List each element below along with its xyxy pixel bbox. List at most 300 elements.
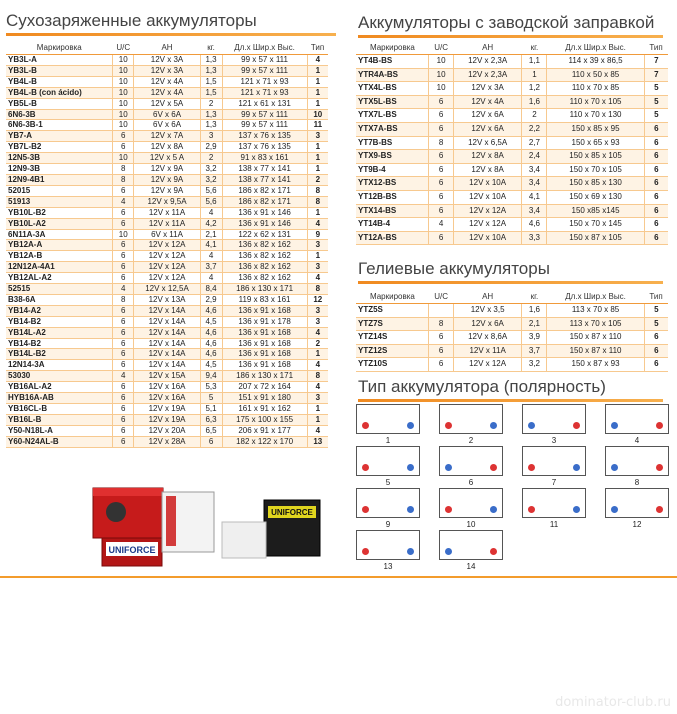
positive-terminal-icon (656, 464, 663, 471)
table-cell: 207 x 72 x 164 (222, 382, 307, 393)
table-cell: 1 (307, 98, 328, 109)
gel-table (356, 289, 668, 372)
table-cell: 12V x 10A (453, 177, 522, 191)
table-row (6, 294, 328, 305)
table-cell: YTX4L-BS (356, 82, 429, 96)
polarity-type-label: 2 (468, 436, 474, 445)
table-row (6, 196, 328, 207)
table-cell: 4,6 (200, 349, 222, 360)
polarity-type-label: 8 (634, 478, 640, 487)
battery-outline (356, 446, 420, 476)
negative-terminal-icon (445, 464, 452, 471)
table-row (6, 218, 328, 229)
battery-outline (439, 404, 503, 434)
table-cell: 12V x 12A (453, 358, 522, 372)
table-cell: 11 (307, 120, 328, 131)
table-cell: 12V x 12A (134, 262, 200, 273)
table-cell: 6V x 11A (134, 229, 200, 240)
table-cell: 6 (644, 177, 668, 191)
table-cell: 2 (200, 98, 222, 109)
table-cell: 4 (200, 207, 222, 218)
table-cell: 6 (113, 273, 134, 284)
table-cell: 4 (307, 425, 328, 436)
polarity-type (439, 530, 503, 571)
table-cell: 4,2 (200, 218, 222, 229)
table-cell: 6N6-3B (6, 109, 113, 120)
table-cell: 12N9-3B (6, 164, 113, 175)
table-cell: 9 (307, 229, 328, 240)
table-cell: 6 (113, 349, 134, 360)
table-cell: 1,3 (200, 55, 222, 66)
table-cell: 4,6 (200, 327, 222, 338)
table-row (356, 190, 668, 204)
table-cell: 206 x 91 x 177 (222, 425, 307, 436)
positive-terminal-icon (528, 464, 535, 471)
table-cell: 3,7 (200, 262, 222, 273)
table-cell: 150 x 70 x 145 (547, 218, 644, 232)
polarity-type-label: 11 (549, 520, 559, 529)
table-cell: 2,9 (200, 142, 222, 153)
table-cell: 12V x 10A (453, 190, 522, 204)
table-row (6, 305, 328, 316)
table-cell: 4,1 (200, 240, 222, 251)
dry-charged-table (6, 40, 328, 448)
table-row (356, 331, 668, 345)
table-row (6, 360, 328, 371)
table-cell: 1,3 (200, 65, 222, 76)
negative-terminal-icon (490, 506, 497, 513)
table-row (6, 382, 328, 393)
factory-filled-table (356, 40, 668, 245)
table-cell: 136 x 91 x 168 (222, 338, 307, 349)
battery-outline (356, 488, 420, 518)
table-cell: 136 x 91 x 168 (222, 305, 307, 316)
table-cell: 12N5-3B (6, 153, 113, 164)
table-row (6, 338, 328, 349)
table-cell: 6 (644, 218, 668, 232)
table-row (356, 304, 668, 318)
table-cell: 6 (113, 360, 134, 371)
table-cell: 91 x 83 x 161 (222, 153, 307, 164)
table-cell: 1 (307, 349, 328, 360)
table-cell: 4 (307, 218, 328, 229)
positive-terminal-icon (362, 464, 369, 471)
table-cell: 4 (113, 196, 134, 207)
table-row (6, 229, 328, 240)
polarity-type (605, 446, 669, 487)
table-cell: YTX14-BS (356, 204, 429, 218)
polarity-title-text: Тип аккумулятора (полярность) (358, 377, 606, 396)
title-underline (358, 281, 663, 284)
factory-filled-title-text: Аккумуляторы с заводской заправкой (358, 13, 655, 32)
table-cell: 8 (307, 371, 328, 382)
table-cell: 12V x 3A (134, 55, 200, 66)
table-cell: 6,5 (200, 425, 222, 436)
column-header: Маркировка (356, 40, 429, 55)
table-cell: 6 (113, 185, 134, 196)
table-cell: 6 (113, 251, 134, 262)
polarity-type-label: 10 (466, 520, 476, 529)
table-cell: 150 x85 x145 (547, 204, 644, 218)
table-cell: 99 x 57 x 111 (222, 120, 307, 131)
polarity-type (439, 404, 503, 445)
table-cell: YTZ5S (356, 304, 429, 318)
table-cell: 12V x 2,3A (453, 68, 522, 82)
table-cell: 5 (644, 82, 668, 96)
table-cell: 6 (429, 95, 454, 109)
table-cell: 6 (429, 177, 454, 191)
table-row (6, 207, 328, 218)
table-cell: 150 x 85 x 95 (547, 122, 644, 136)
table-cell: 3,2 (522, 358, 547, 372)
table-cell: YB3L-B (6, 65, 113, 76)
table-cell: 8 (113, 294, 134, 305)
table-cell: YB14-A2 (6, 305, 113, 316)
table-cell: 12V x 3,5 (453, 304, 522, 318)
table-row (6, 153, 328, 164)
table-cell: 1 (522, 68, 547, 82)
table-cell: 110 x 70 x 85 (547, 82, 644, 96)
negative-terminal-icon (528, 422, 535, 429)
table-cell: 12V x 12A (453, 218, 522, 232)
table-cell: 1,2 (522, 82, 547, 96)
table-row (6, 371, 328, 382)
table-cell: 150 x 87 x 110 (547, 344, 644, 358)
table-cell: 12V x 16A (134, 382, 200, 393)
table-cell: YB14L-A2 (6, 327, 113, 338)
table-cell: 12V x 9A (134, 174, 200, 185)
table-cell: 4,6 (200, 338, 222, 349)
table-cell: 3,9 (522, 331, 547, 345)
table-cell: 150 x 65 x 93 (547, 136, 644, 150)
table-cell: 10 (113, 76, 134, 87)
polarity-type (439, 488, 503, 529)
positive-terminal-icon (490, 548, 497, 555)
table-cell: 6N6-3B-1 (6, 120, 113, 131)
table-cell: 12V x 14A (134, 316, 200, 327)
table-cell: 1,5 (200, 87, 222, 98)
table-cell: 6 (113, 338, 134, 349)
table-cell: 186 x 130 x 171 (222, 284, 307, 295)
negative-terminal-icon (611, 464, 618, 471)
table-row (356, 150, 668, 164)
table-cell: 4 (113, 371, 134, 382)
table-cell: Y50-N18L-A (6, 425, 113, 436)
polarity-type-label: 9 (385, 520, 391, 529)
table-cell: 2 (307, 174, 328, 185)
battery-outline (522, 488, 586, 518)
table-cell: 3,2 (200, 174, 222, 185)
table-cell: 110 x 70 x 130 (547, 109, 644, 123)
table-cell: 150 x 69 x 130 (547, 190, 644, 204)
table-cell: 52515 (6, 284, 113, 295)
table-cell: 6 (113, 316, 134, 327)
table-cell: YB14L-B2 (6, 349, 113, 360)
table-cell: 2,9 (200, 294, 222, 305)
table-cell: 136 x 91 x 168 (222, 360, 307, 371)
table-cell: 13 (307, 436, 328, 447)
table-cell: 12V x 12A (134, 251, 200, 262)
table-cell: 12V x 8,6A (453, 331, 522, 345)
table-cell: 1 (307, 164, 328, 175)
table-cell: 12V x 16A (134, 393, 200, 404)
table-cell: 6 (429, 163, 454, 177)
table-cell: 8 (307, 196, 328, 207)
table-cell: 8 (113, 164, 134, 175)
table-cell: 1,6 (522, 304, 547, 318)
positive-terminal-icon (490, 464, 497, 471)
table-cell: 12V x 12A (453, 204, 522, 218)
table-cell: 12V x 9A (134, 185, 200, 196)
table-row (6, 65, 328, 76)
table-cell: 182 x 122 x 170 (222, 436, 307, 447)
table-cell: 1 (307, 76, 328, 87)
polarity-type (605, 404, 669, 445)
table-cell: 137 x 76 x 135 (222, 142, 307, 153)
positive-terminal-icon (573, 422, 580, 429)
table-cell: 2 (307, 338, 328, 349)
table-cell: 136 x 91 x 168 (222, 349, 307, 360)
table-cell: 10 (113, 229, 134, 240)
table-row (6, 251, 328, 262)
column-header: Дл.х Шир.х Выс. (222, 40, 307, 55)
table-cell: YTX5L-BS (356, 95, 429, 109)
table-cell: 12V x 8A (134, 142, 200, 153)
negative-terminal-icon (407, 464, 414, 471)
table-cell: 136 x 91 x 178 (222, 316, 307, 327)
battery-outline (439, 446, 503, 476)
table-row (6, 185, 328, 196)
table-cell: YTX7L-BS (356, 109, 429, 123)
table-cell: YB4L-B (6, 76, 113, 87)
table-cell: 6V x 6A (134, 109, 200, 120)
table-cell: YB3L-A (6, 55, 113, 66)
battery-black-image (218, 486, 328, 568)
table-cell: 12V x 20A (134, 425, 200, 436)
table-cell: 6N11A-3A (6, 229, 113, 240)
table-cell: YB5L-B (6, 98, 113, 109)
table-cell: 2,2 (522, 122, 547, 136)
table-cell: 12V x 8A (453, 150, 522, 164)
table-row (356, 122, 668, 136)
table-cell: 3 (307, 305, 328, 316)
table-row (6, 76, 328, 87)
table-cell: 4 (307, 273, 328, 284)
table-cell: 6 (200, 436, 222, 447)
table-cell: 1,1 (522, 55, 547, 69)
table-row (6, 262, 328, 273)
table-cell: 136 x 82 x 162 (222, 273, 307, 284)
table-cell: 6,3 (200, 414, 222, 425)
table-cell: 5,3 (200, 382, 222, 393)
table-cell: 12V x 3A (134, 65, 200, 76)
table-cell: YT12A-BS (356, 231, 429, 245)
battery-outline (356, 404, 420, 434)
table-cell: 6 (644, 344, 668, 358)
table-cell: 186 x 82 x 171 (222, 185, 307, 196)
table-cell: 110 x 50 x 85 (547, 68, 644, 82)
table-cell: 6 (113, 142, 134, 153)
table-row (356, 218, 668, 232)
table-row (6, 327, 328, 338)
positive-terminal-icon (362, 548, 369, 555)
table-row (6, 142, 328, 153)
table-cell: YTZ7S (356, 317, 429, 331)
table-cell: 6 (113, 207, 134, 218)
table-cell: 1 (307, 153, 328, 164)
polarity-title (358, 376, 663, 398)
gel-title-text: Гелиевые аккумуляторы (358, 259, 550, 278)
table-cell: 8,4 (200, 284, 222, 295)
table-cell: 10 (429, 68, 454, 82)
table-cell: 12V x 11A (134, 207, 200, 218)
table-row (356, 163, 668, 177)
table-cell: 12V x 6A (453, 122, 522, 136)
table-cell: 12V x 2,3A (453, 55, 522, 69)
negative-terminal-icon (407, 506, 414, 513)
table-cell: 10 (429, 55, 454, 69)
polarity-type (439, 446, 503, 487)
polarity-type-label: 14 (466, 562, 476, 571)
table-cell: 12V x 28A (134, 436, 200, 447)
table-cell: 12V x 11A (134, 218, 200, 229)
dry-charged-title-text: Сухозаряженные аккумуляторы (6, 11, 257, 30)
table-cell: 10 (113, 65, 134, 76)
polarity-type (356, 404, 420, 445)
table-cell: 4 (113, 284, 134, 295)
table-cell: YB7L-B2 (6, 142, 113, 153)
table-cell: 99 x 57 x 111 (222, 65, 307, 76)
table-cell: YTZ14S (356, 331, 429, 345)
table-cell: 136 x 82 x 162 (222, 262, 307, 273)
table-cell: YB7-A (6, 131, 113, 142)
table-cell: 175 x 100 x 155 (222, 414, 307, 425)
positive-terminal-icon (445, 422, 452, 429)
table-cell: 6 (644, 122, 668, 136)
table-cell: 6 (644, 358, 668, 372)
column-header: U/C (429, 289, 454, 304)
table-cell: 10 (113, 109, 134, 120)
battery1-brand: UNIFORCE (108, 545, 156, 555)
table-cell: 150 x 85 x 130 (547, 177, 644, 191)
table-row (356, 68, 668, 82)
table-cell: YB16L-B (6, 414, 113, 425)
negative-terminal-icon (611, 506, 618, 513)
table-cell: 4 (429, 218, 454, 232)
table-row (356, 55, 668, 69)
table-row (6, 404, 328, 415)
table-row (356, 82, 668, 96)
positive-terminal-icon (362, 506, 369, 513)
table-cell: 138 x 77 x 141 (222, 174, 307, 185)
table-cell: 136 x 82 x 162 (222, 240, 307, 251)
negative-terminal-icon (407, 422, 414, 429)
title-underline (6, 33, 336, 36)
table-cell: 12V x 19A (134, 414, 200, 425)
table-cell: 136 x 91 x 168 (222, 327, 307, 338)
table-row (6, 273, 328, 284)
polarity-type-label: 12 (632, 520, 642, 529)
table-cell: 12V x 11A (453, 344, 522, 358)
polarity-type (356, 446, 420, 487)
column-header: кг. (200, 40, 222, 55)
battery-outline (356, 530, 420, 560)
table-cell: 8 (307, 185, 328, 196)
table-cell: 6 (113, 425, 134, 436)
column-header: U/C (429, 40, 454, 55)
table-cell: 7 (644, 55, 668, 69)
table-cell: 5 (644, 317, 668, 331)
column-header: AH (453, 289, 522, 304)
table-cell: 122 x 62 x 131 (222, 229, 307, 240)
table-cell: 8 (113, 174, 134, 185)
site-watermark: dominator-club.ru (555, 695, 671, 710)
table-row (6, 425, 328, 436)
table-cell: 10 (307, 109, 328, 120)
table-cell: 3,4 (522, 163, 547, 177)
table-row (6, 131, 328, 142)
table-cell: 6 (113, 327, 134, 338)
table-row (6, 393, 328, 404)
table-cell: 12V x 14A (134, 305, 200, 316)
table-cell: YT4B-BS (356, 55, 429, 69)
table-cell: 2,7 (522, 136, 547, 150)
table-cell: 6 (644, 150, 668, 164)
table-cell: Y60-N24AL-B (6, 436, 113, 447)
table-cell: 12V x 3A (453, 82, 522, 96)
column-header: Дл.х Шир.х Выс. (547, 40, 644, 55)
table-cell: 4 (307, 55, 328, 66)
table-cell: 12V x 14A (134, 349, 200, 360)
table-cell: YB16AL-A2 (6, 382, 113, 393)
table-row (6, 120, 328, 131)
table-cell: 4 (307, 327, 328, 338)
table-cell: 10 (113, 55, 134, 66)
battery-outline (522, 404, 586, 434)
polarity-type-label: 1 (385, 436, 391, 445)
battery2-brand: UNIFORCE (271, 508, 313, 517)
negative-terminal-icon (573, 464, 580, 471)
table-cell: 5 (644, 109, 668, 123)
table-cell: 8 (307, 284, 328, 295)
table-cell: YB10L-A2 (6, 218, 113, 229)
table-cell: 12V x 14A (134, 338, 200, 349)
table-cell: 6 (429, 109, 454, 123)
table-cell: 10 (113, 98, 134, 109)
table-cell: 3,3 (522, 231, 547, 245)
table-cell: YTX9-BS (356, 150, 429, 164)
table-cell: 1 (307, 414, 328, 425)
table-cell: 6 (113, 218, 134, 229)
title-underline (358, 35, 663, 38)
table-row (356, 358, 668, 372)
table-row (356, 344, 668, 358)
table-cell: 8 (429, 317, 454, 331)
column-header: кг. (522, 40, 547, 55)
table-cell: 12N9-4B1 (6, 174, 113, 185)
table-row (6, 98, 328, 109)
table-cell: 7 (644, 68, 668, 82)
table-cell: 150 x 85 x 105 (547, 150, 644, 164)
polarity-type (356, 488, 420, 529)
table-cell: 2,1 (522, 317, 547, 331)
table-cell: 6 (113, 436, 134, 447)
table-cell: 6V x 6A (134, 120, 200, 131)
table-cell: 1 (307, 251, 328, 262)
table-cell: 12V x 13A (134, 294, 200, 305)
table-cell: 99 x 57 x 111 (222, 109, 307, 120)
table-cell: 5,6 (200, 196, 222, 207)
